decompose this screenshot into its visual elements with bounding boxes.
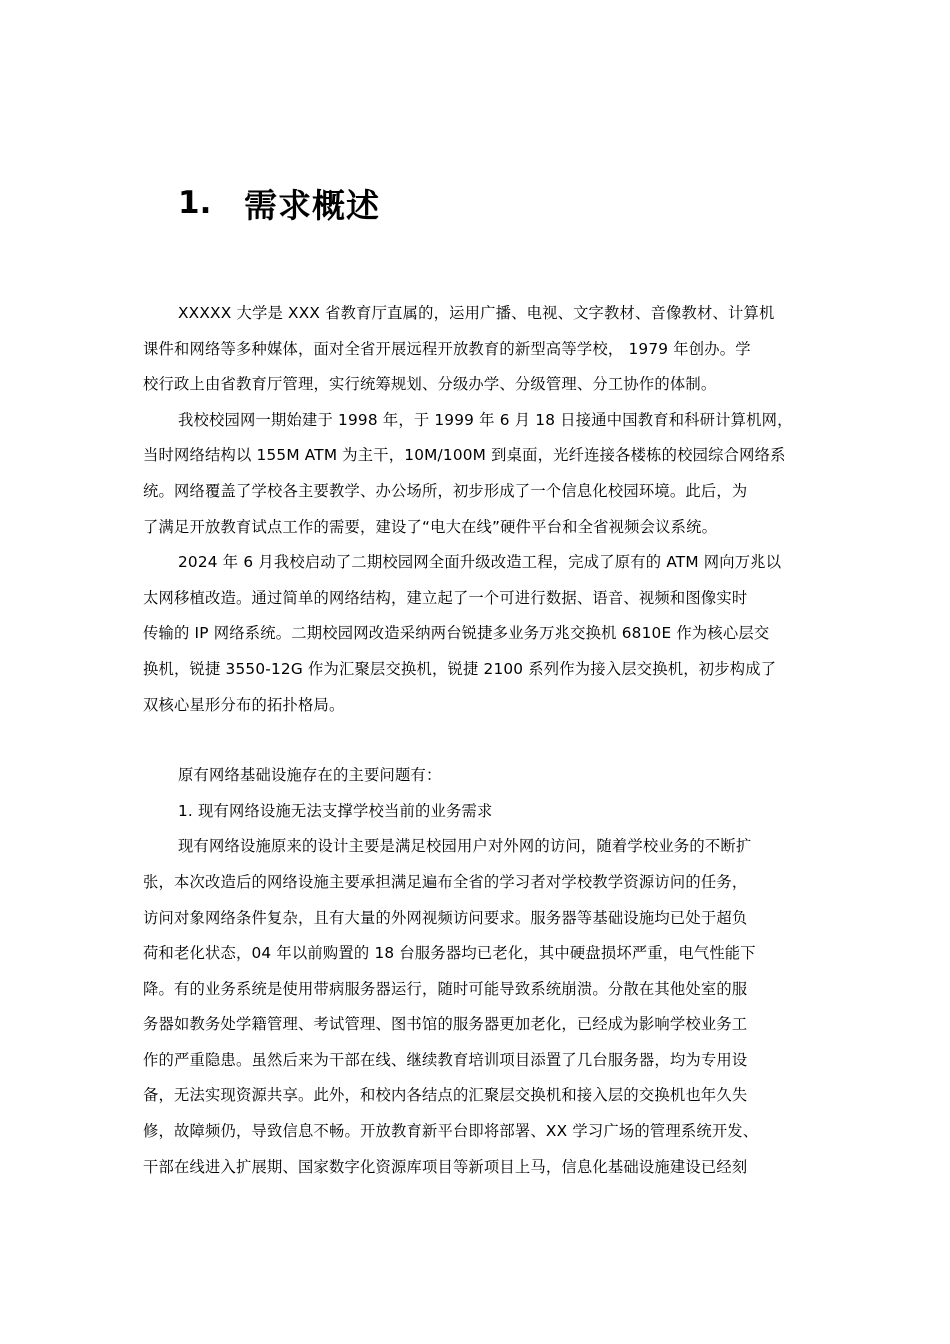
paragraph-1-line-2: 课件和网络等多种媒体，面对全省开展远程开放教育的新型高等学校， 1979 年创办。学: [143, 339, 751, 358]
paragraph-2-line-2: 当时网络结构以 155M ATM 为主干，10M/100M 到桌面，光纤连接各楼栋的校园综合网络系: [143, 446, 786, 465]
issue-1-title: 1. 现有网络设施无法支撑学校当前的业务需求: [178, 801, 493, 820]
document-body: [143, 296, 809, 1185]
issue-1-line-6: 务器如教务处学籍管理、考试管理、图书馆的服务器更加老化，已经成为影响学校业务工: [143, 1015, 748, 1034]
paragraph-3-line-1: 2024 年 6 月我校启动了二期校园网全面升级改造工程，完成了原有的 ATM 网向万兆以: [178, 553, 782, 572]
paragraph-1-line-3: 校行政上由省教育厅管理，实行统筹规划、分级办学、分级管理、分工协作的体制。: [143, 375, 717, 394]
issue-1-line-8: 备，无法实现资源共享。此外，和校内各结点的汇聚层交换机和接入层的交换机也年久失: [143, 1086, 748, 1105]
paragraph-2-line-1: 我校校园网一期始建于 1998 年，于 1999 年 6 月 18 日接通中国教育和科研计算机网，: [178, 410, 793, 429]
issue-1-line-1: 现有网络设施原来的设计主要是满足校园用户对外网的访问，随着学校业务的不断扩: [178, 837, 752, 856]
paragraph-2-line-4: 了满足开放教育试点工作的需要，建设了“电大在线”硬件平台和全省视频会议系统。: [143, 517, 718, 536]
issue-1-line-4: 荷和老化状态，04 年以前购置的 18 台服务器均已老化，其中硬盘损坏严重，电气性能下: [143, 944, 756, 963]
section-title: 需求概述: [244, 185, 380, 225]
paragraph-1-line-1: XXXXX 大学是 XXX 省教育厅直属的，运用广播、电视、文字教材、音像教材、计算机: [178, 304, 775, 322]
paragraph-3-line-2: 太网移植改造。通过简单的网络结构，建立起了一个可进行数据、语音、视频和图像实时: [143, 588, 748, 607]
issue-1-line-9: 修，故障频仍，导致信息不畅。开放教育新平台即将部署、XX 学习广场的管理系统开发、: [143, 1122, 759, 1141]
section-number: 1.: [178, 185, 212, 221]
issues-intro: 原有网络基础设施存在的主要问题有：: [178, 766, 442, 785]
paragraph-3-line-4: 换机，锐捷 3550-12G 作为汇聚层交换机，锐捷 2100 系列作为接入层交换机，初步构成了: [143, 659, 777, 678]
blank-line: [143, 723, 809, 758]
paragraph-3-line-3: 传输的 IP 网络系统。二期校园网改造采纳两台锐捷多业务万兆交换机 6810E 作为核心层交: [143, 624, 770, 643]
paragraph-3-line-5: 双核心星形分布的拓扑格局。: [143, 695, 345, 714]
issue-1-line-5: 降。有的业务系统是使用带病服务器运行，随时可能导致系统崩溃。分散在其他处室的服: [143, 979, 748, 998]
issue-1-line-10: 干部在线进入扩展期、国家数字化资源库项目等新项目上马，信息化基础设施建设已经刻: [143, 1157, 748, 1176]
issue-1-line-3: 访问对象网络条件复杂，且有大量的外网视频访问要求。服务器等基础设施均已处于超负: [143, 908, 748, 927]
issue-1-line-7: 作的严重隐患。虽然后来为干部在线、继续教育培训项目添置了几台服务器，均为专用设: [143, 1050, 748, 1069]
issue-1-line-2: 张，本次改造后的网络设施主要承担满足遍布全省的学习者对学校教学资源访问的任务，: [143, 872, 748, 891]
paragraph-2-line-3: 统。网络覆盖了学校各主要教学、办公场所，初步形成了一个信息化校园环境。此后，为: [143, 481, 748, 500]
section-heading: [178, 178, 380, 228]
